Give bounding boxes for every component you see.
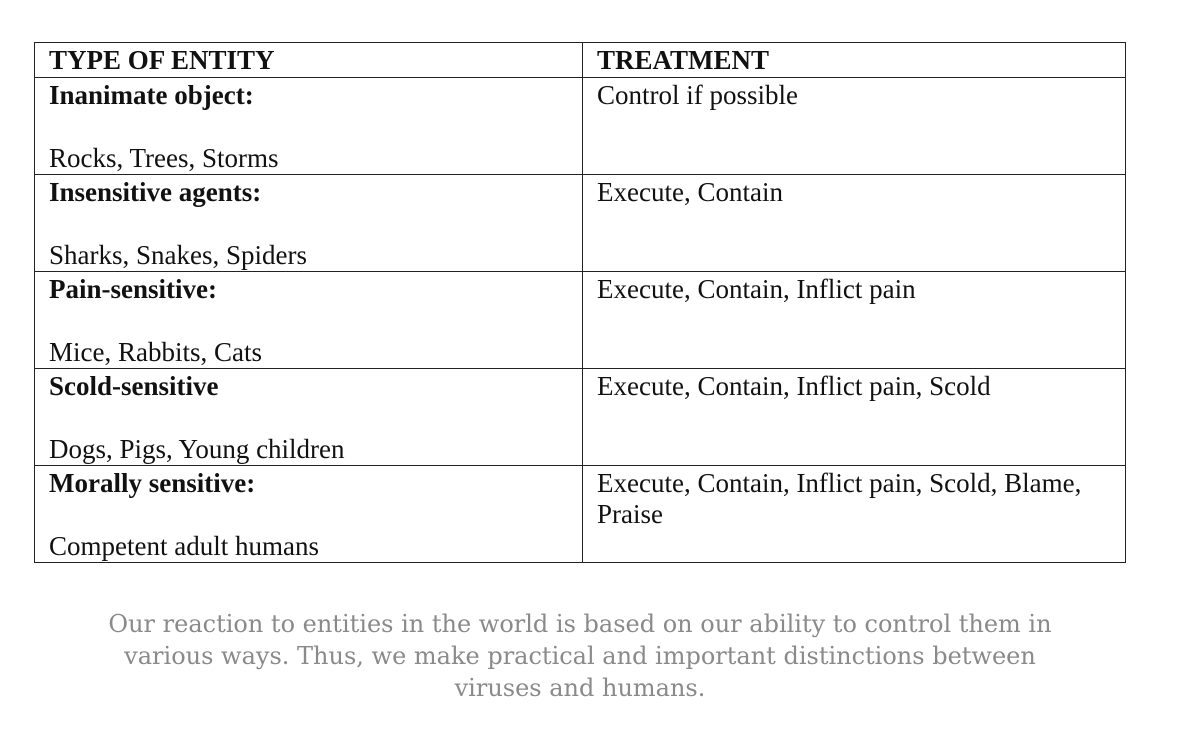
table-row [35, 369, 1126, 466]
figure-caption: Our reaction to entities in the world is based on our ability to control them in various ways. Thus, we make practical and important distinctions between viruses and humans. [108, 610, 1052, 702]
treatment-cell [583, 175, 1126, 272]
table-header-row [35, 43, 1126, 78]
entity-cell [35, 78, 583, 175]
entity-name: Insensitive agents: [49, 177, 262, 207]
entity-cell [35, 175, 583, 272]
table-row [35, 78, 1126, 175]
entity-cell [35, 272, 583, 369]
entity-examples: Mice, Rabbits, Cats [49, 337, 262, 367]
treatment-text: Execute, Contain, Inflict pain [597, 274, 916, 304]
table-row [35, 175, 1126, 272]
treatment-text: Execute, Contain [597, 177, 783, 207]
treatment-text: Execute, Contain, Inflict pain, Scold [597, 371, 991, 401]
table-row [35, 466, 1126, 563]
treatment-cell [583, 466, 1126, 563]
header-treatment: TREATMENT [583, 43, 1126, 78]
entity-treatment-table [34, 42, 1126, 563]
treatment-cell [583, 369, 1126, 466]
entity-name: Scold-sensitive [49, 371, 219, 401]
treatment-cell [583, 272, 1126, 369]
entity-cell [35, 369, 583, 466]
entity-name: Pain-sensitive: [49, 274, 217, 304]
entity-name: Inanimate object: [49, 80, 254, 110]
treatment-cell [583, 78, 1126, 175]
entity-name: Morally sensitive: [49, 468, 256, 498]
entity-examples: Sharks, Snakes, Spiders [49, 240, 307, 270]
header-entity-type: TYPE OF ENTITY [35, 43, 583, 78]
entity-examples: Competent adult humans [49, 531, 319, 561]
treatment-text: Control if possible [597, 80, 798, 110]
table-row [35, 272, 1126, 369]
treatment-text: Execute, Contain, Inflict pain, Scold, Blame, Praise [597, 468, 1082, 529]
entity-cell [35, 466, 583, 563]
entity-examples: Rocks, Trees, Storms [49, 143, 279, 173]
entity-examples: Dogs, Pigs, Young children [49, 434, 345, 464]
